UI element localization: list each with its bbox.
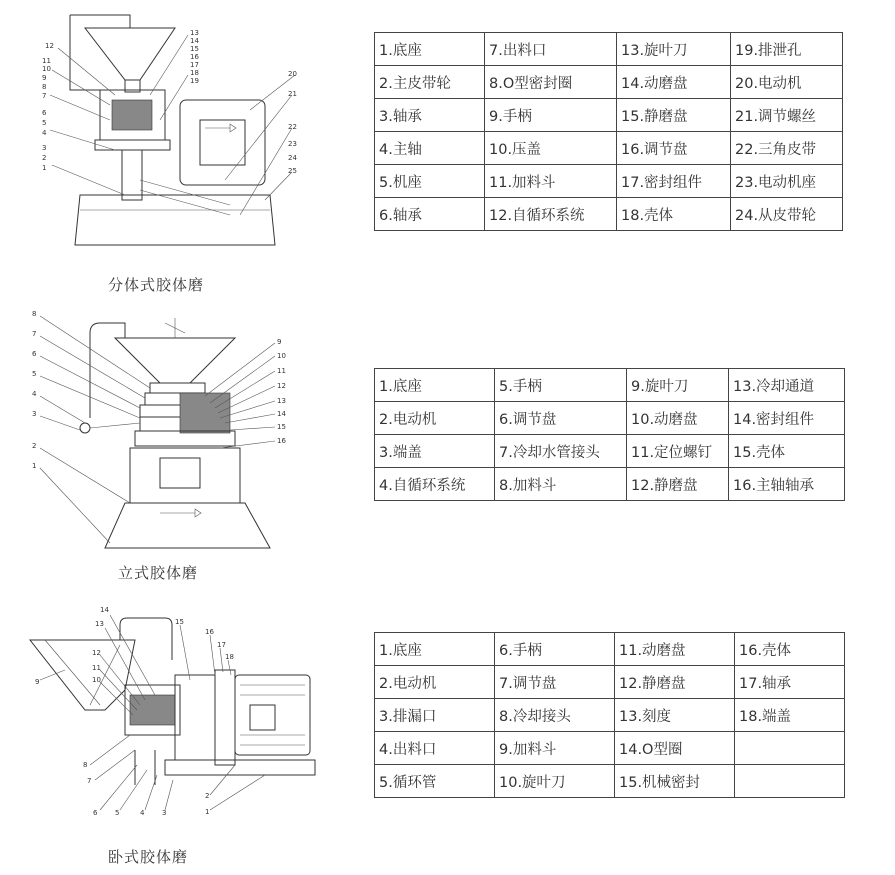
callout: 21 [288,90,297,98]
callout: 25 [288,167,297,175]
table-cell: 8.加料斗 [495,468,627,501]
callout: 1 [42,164,47,172]
table-cell: 6.调节盘 [495,402,627,435]
callout: 9 [277,338,282,346]
table-cell: 3.端盖 [375,435,495,468]
vertical-mill-diagram [30,308,320,558]
table-cell: 11.定位螺钉 [627,435,729,468]
callout: 7 [32,330,37,338]
table-cell: 15.静磨盘 [617,99,731,132]
table-row [375,402,845,435]
split-mill-diagram [30,0,330,255]
table-row [375,132,843,165]
table-cell: 14.密封组件 [729,402,845,435]
callout: 11 [277,367,286,375]
table-cell: 12.自循环系统 [485,198,617,231]
table-cell [735,765,845,798]
table-row [375,633,845,666]
callout: 10 [92,676,101,684]
table-row [375,165,843,198]
callout: 5 [42,119,47,127]
callout: 14 [100,606,109,614]
table-cell: 22.三角皮带 [731,132,843,165]
callout: 12 [277,382,286,390]
callout: 2 [42,154,47,162]
callout: 13 [190,29,199,37]
callout: 17 [190,61,199,69]
table-cell: 17.轴承 [735,666,845,699]
table-cell: 16.壳体 [735,633,845,666]
callout: 9 [42,74,47,82]
callout: 7 [42,92,47,100]
callout: 23 [288,140,297,148]
callout: 17 [217,641,226,649]
callout: 15 [190,45,199,53]
callout: 16 [190,53,199,61]
table-cell: 17.密封组件 [617,165,731,198]
table-cell: 5.机座 [375,165,485,198]
callout: 7 [87,777,92,785]
table-cell: 6.轴承 [375,198,485,231]
callout: 8 [32,310,37,318]
callout: 3 [32,410,37,418]
callout: 13 [277,397,286,405]
diagram-caption: 分体式胶体磨 [108,276,205,294]
callout: 3 [42,144,47,152]
table-cell: 11.加料斗 [485,165,617,198]
callout: 14 [277,410,286,418]
parts-table [374,368,845,501]
table-cell: 19.排泄孔 [731,33,843,66]
callout: 4 [140,809,145,817]
horizontal-mill-diagram [25,600,325,830]
table-cell: 14.动磨盘 [617,66,731,99]
table-cell: 18.壳体 [617,198,731,231]
table-cell: 10.动磨盘 [627,402,729,435]
callout: 11 [92,664,101,672]
table-row [375,699,845,732]
table-row [375,468,845,501]
table-row [375,666,845,699]
parts-table [374,632,845,798]
callout: 1 [32,462,37,470]
table-cell: 13.刻度 [615,699,735,732]
callout: 15 [277,423,286,431]
table-cell: 1.底座 [375,33,485,66]
table-cell: 6.手柄 [495,633,615,666]
table-cell: 2.主皮带轮 [375,66,485,99]
table-cell: 12.静磨盘 [615,666,735,699]
table-cell: 23.电动机座 [731,165,843,198]
table-cell: 24.从皮带轮 [731,198,843,231]
table-cell: 8.冷却接头 [495,699,615,732]
table-cell: 4.自循环系统 [375,468,495,501]
table-cell: 1.底座 [375,633,495,666]
table-cell: 2.电动机 [375,666,495,699]
table-cell: 15.机械密封 [615,765,735,798]
table-cell: 7.出料口 [485,33,617,66]
table-cell: 7.调节盘 [495,666,615,699]
table-cell: 11.动磨盘 [615,633,735,666]
table-cell [735,732,845,765]
table-cell: 2.电动机 [375,402,495,435]
callout: 20 [288,70,297,78]
table-row [375,66,843,99]
table-row [375,765,845,798]
callout: 6 [32,350,37,358]
table-cell: 12.静磨盘 [627,468,729,501]
callout: 5 [32,370,37,378]
callout: 15 [175,618,184,626]
table-cell: 1.底座 [375,369,495,402]
table-cell: 3.排漏口 [375,699,495,732]
diagram-caption: 卧式胶体磨 [108,848,189,866]
callout: 18 [190,69,199,77]
table-cell: 9.手柄 [485,99,617,132]
table-cell: 10.旋叶刀 [495,765,615,798]
callout: 3 [162,809,167,817]
table-cell: 8.O型密封圈 [485,66,617,99]
callout: 8 [42,83,47,91]
callout: 8 [83,761,88,769]
callout: 1 [205,808,210,816]
table-row [375,369,845,402]
callout: 12 [45,42,54,50]
diagram-caption: 立式胶体磨 [118,564,199,582]
table-cell: 13.冷却通道 [729,369,845,402]
table-cell: 5.手柄 [495,369,627,402]
table-cell: 9.旋叶刀 [627,369,729,402]
callout: 24 [288,154,297,162]
table-cell: 14.O型圈 [615,732,735,765]
callout: 13 [95,620,104,628]
table-cell: 10.压盖 [485,132,617,165]
callout: 22 [288,123,297,131]
table-cell: 20.电动机 [731,66,843,99]
table-cell: 4.主轴 [375,132,485,165]
table-cell: 5.循环管 [375,765,495,798]
callout: 4 [32,390,37,398]
callout: 2 [32,442,37,450]
table-row [375,33,843,66]
callout: 10 [42,65,51,73]
callout: 2 [205,792,210,800]
table-cell: 7.冷却水管接头 [495,435,627,468]
callout: 11 [42,57,51,65]
table-cell: 21.调节螺丝 [731,99,843,132]
callout: 14 [190,37,199,45]
parts-table [374,32,843,231]
table-cell: 9.加料斗 [495,732,615,765]
callout: 4 [42,129,47,137]
table-cell: 18.端盖 [735,699,845,732]
callout: 16 [205,628,214,636]
callout: 5 [115,809,120,817]
table-cell: 16.调节盘 [617,132,731,165]
table-cell: 4.出料口 [375,732,495,765]
callout: 16 [277,437,286,445]
callout: 9 [35,678,40,686]
table-row [375,198,843,231]
callout: 6 [42,109,47,117]
table-cell: 16.主轴轴承 [729,468,845,501]
table-cell: 15.壳体 [729,435,845,468]
callout: 19 [190,77,199,85]
callout: 6 [93,809,98,817]
table-cell: 3.轴承 [375,99,485,132]
callout: 10 [277,352,286,360]
table-cell: 13.旋叶刀 [617,33,731,66]
callout: 18 [225,653,234,661]
callout: 12 [92,649,101,657]
table-row [375,435,845,468]
table-row [375,99,843,132]
table-row [375,732,845,765]
